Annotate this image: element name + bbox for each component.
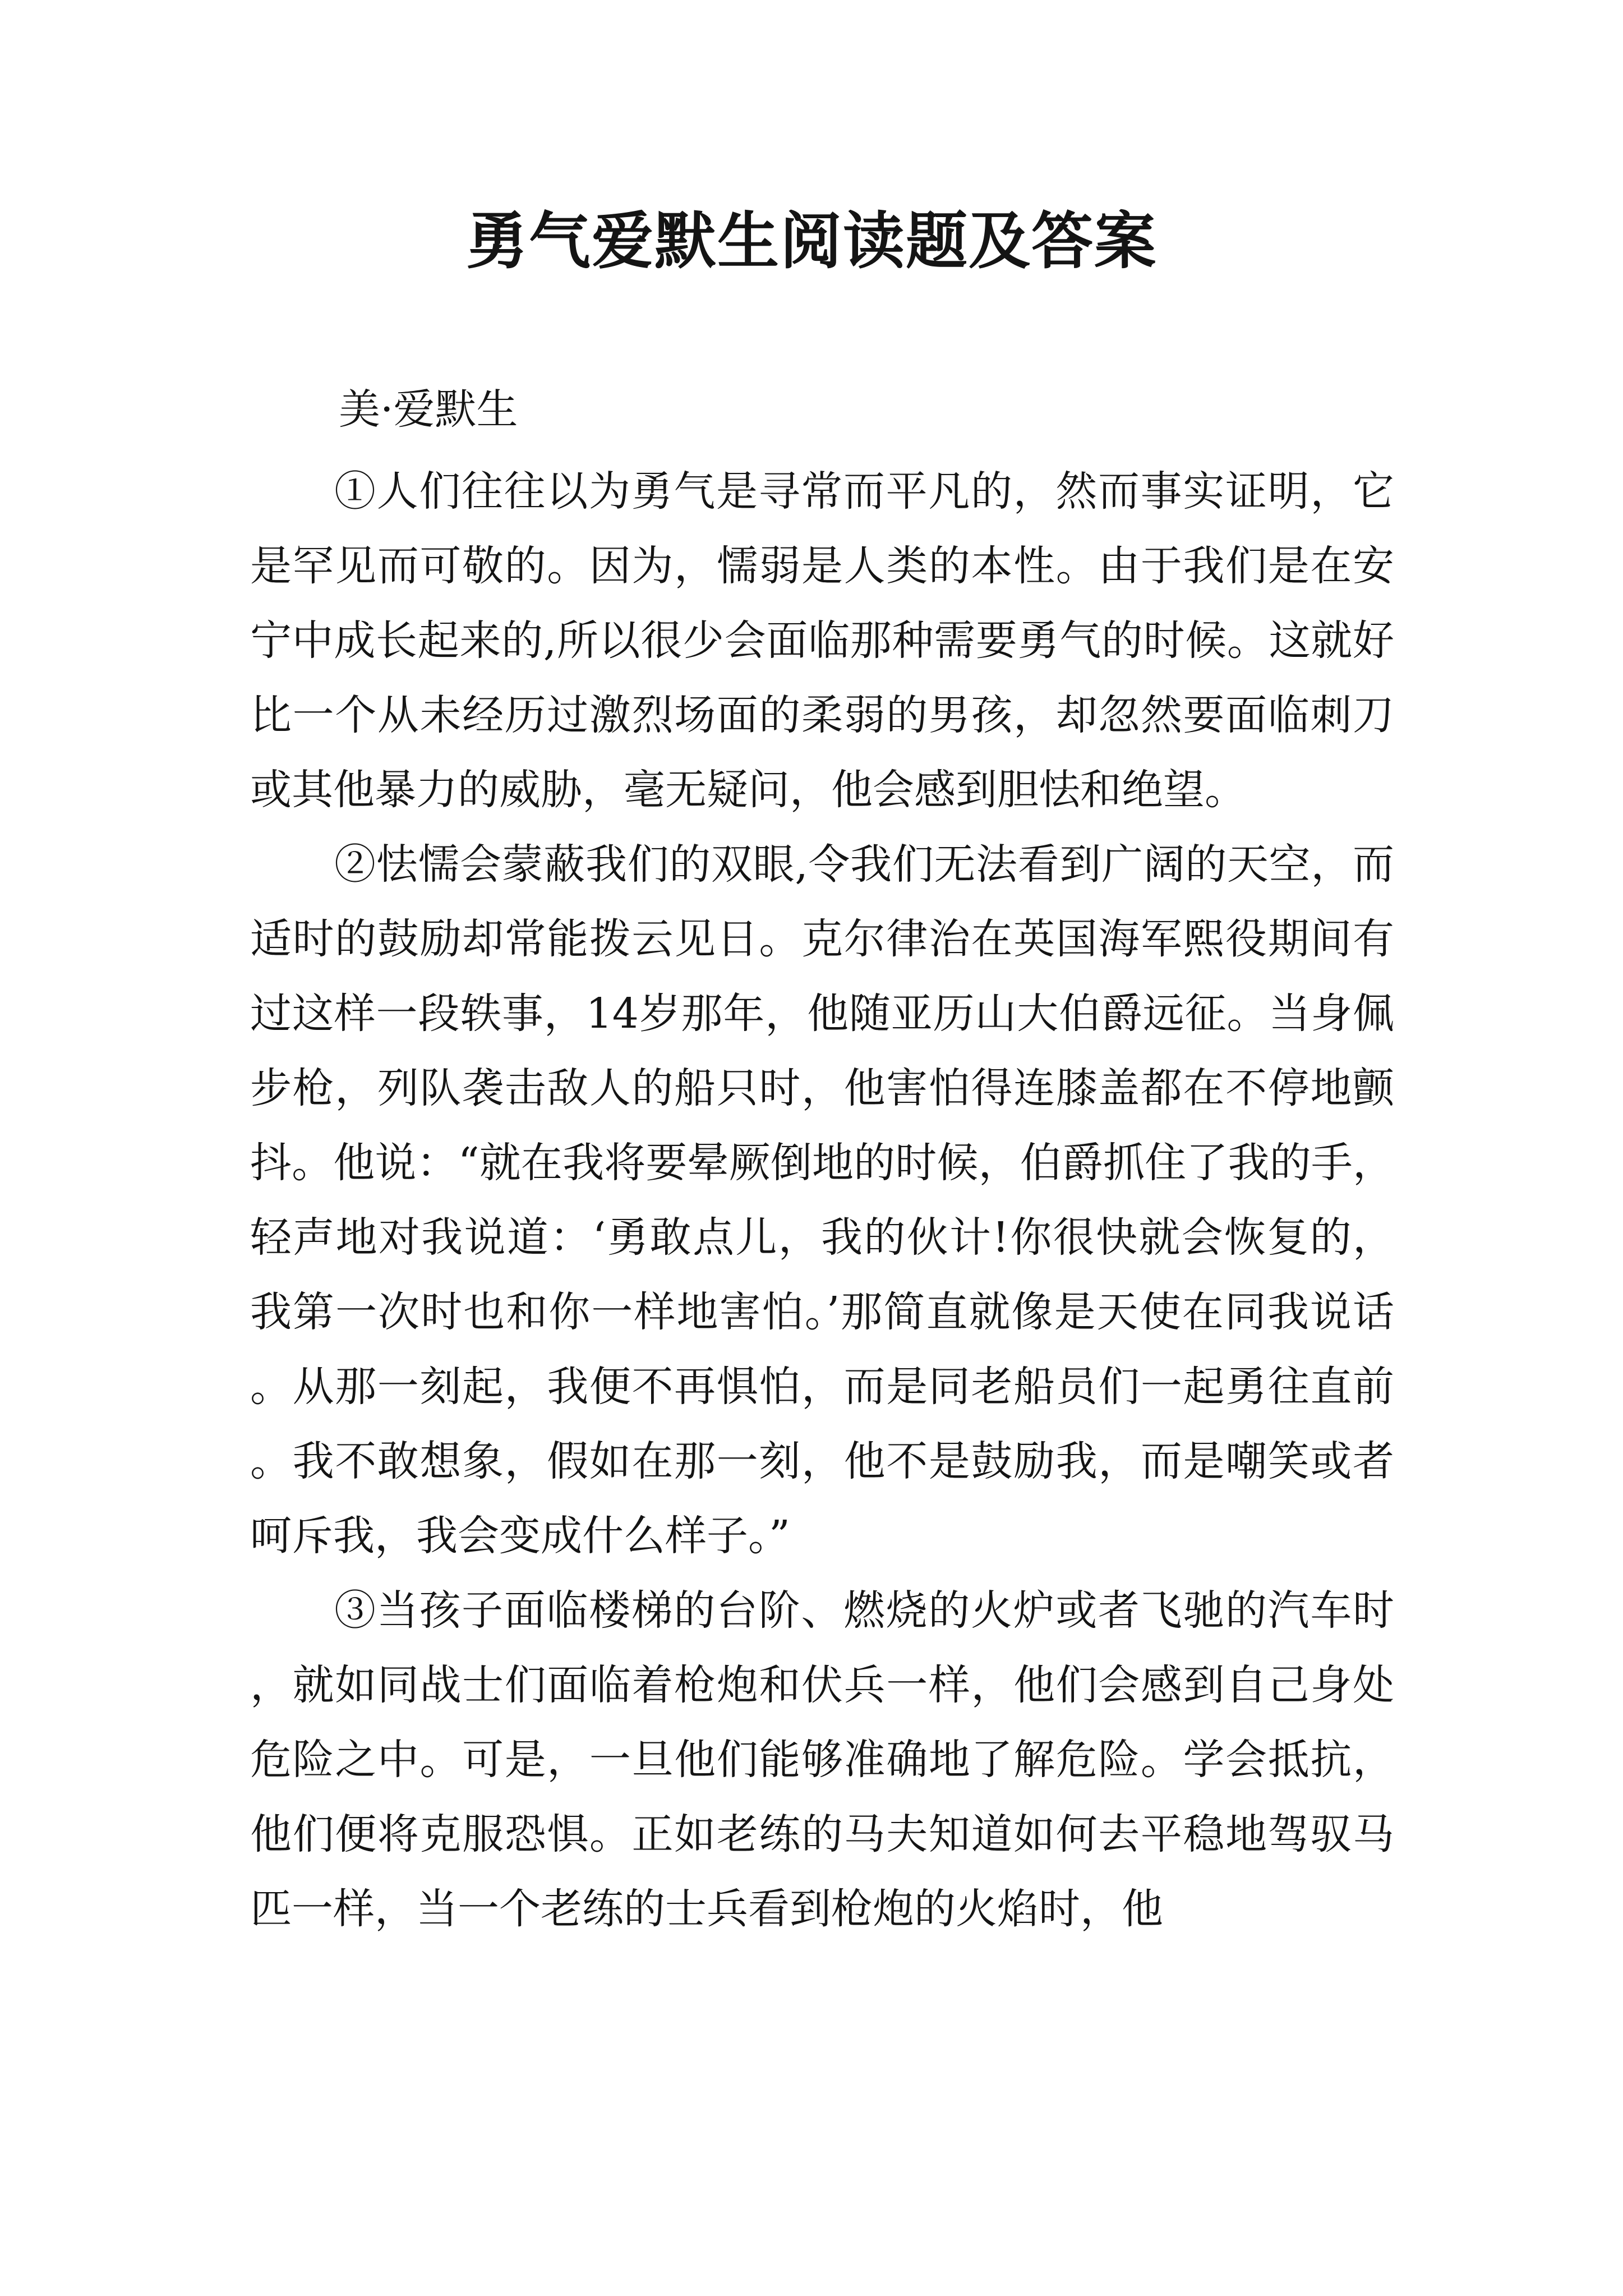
document-title: 勇气爱默生阅读题及答案	[466, 205, 1157, 277]
paragraph-3: ③当孩子面临楼梯的台阶、燃烧的火炉或者飞驰的汽车时，就如同战士们面临着枪炮和伏兵一样，他们会感到自己身处危险之中。可是，一旦他们能够准确地了解危险。学会抵抗，他们便将克服恐惧。正如老练的马夫知道如何去平稳地驾驭马匹一样，当一个老练的士兵看到枪炮的火焰时，他	[250, 1586, 1394, 1933]
article-body	[250, 454, 1394, 1947]
paragraph-1: ①人们往往以为勇气是寻常而平凡的，然而事实证明，它是罕见而可敬的。因为，懦弱是人类的本性。由于我们是在安宁中成长起来的,所以很少会面临那种需要勇气的时候。这就好比一个从未经历过激烈场面的柔弱的男孩，却忽然要面临刺刀或其他暴力的威胁，毫无疑问，他会感到胆怯和绝望。	[250, 467, 1394, 814]
paragraph-2: ②怯懦会蒙蔽我们的双眼,令我们无法看到广阔的天空，而适时的鼓励却常能拨云见日。克尔律治在英国海军熙役期间有过这样一段轶事，14岁那年，他随亚历山大伯爵远征。当身佩步枪，列队袭击敌人的船只时，他害怕得连膝盖都在不停地颤抖。他说：“就在我将要晕厥倒地的时候，伯爵抓住了我的手，轻声地对我说道：‘勇敢点儿，我的伙计!你很快就会恢复的，我第一次时也和你一样地害怕。’那简直就像是天使在同我说话。从那一刻起，我便不再惧怕，而是同老船员们一起勇往直前。我不敢想象，假如在那一刻，他不是鼓励我，而是嘲笑或者呵斥我，我会变成什么样子。”	[250, 840, 1394, 1560]
author-line: 美·爱默生	[339, 385, 518, 434]
